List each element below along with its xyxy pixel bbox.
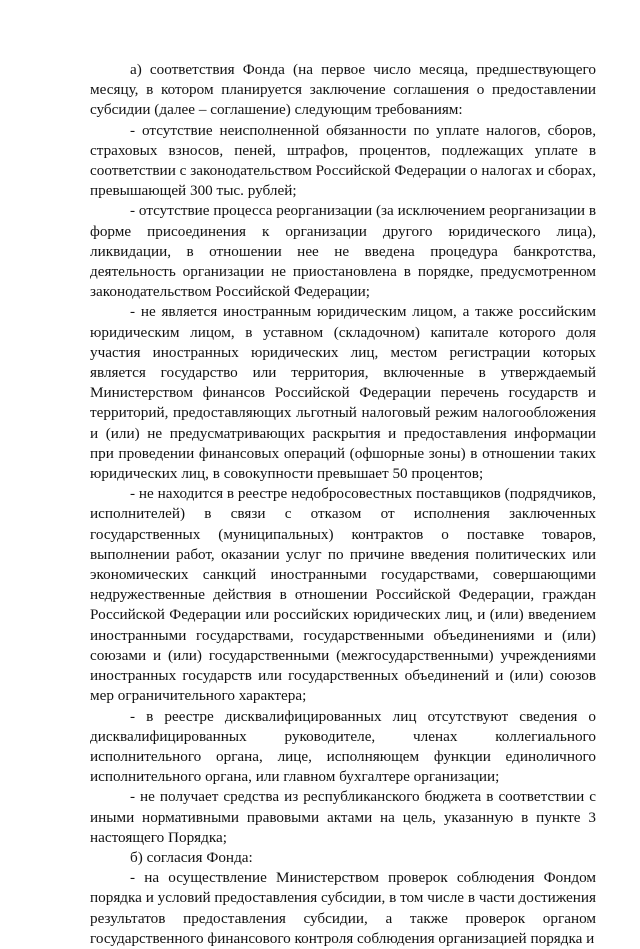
paragraph-no-tax-debt: - отсутствие неисполненной обязанности по уплате налогов, сборов, страховых взносов, пеней, штрафов, процентов, подлежащих уплате в соответствии с законодательством Российской Федерации о налогах и сборах, превышающей 300 тыс. рублей; (90, 121, 596, 200)
document-page (90, 60, 596, 949)
paragraph-no-other-budget-funds: - не получает средства из республиканского бюджета в соответствии с иными нормативными правовыми актами на цель, указанную в пункте 3 настоящего Порядка; (90, 788, 596, 846)
paragraph-consent-to-inspections: - на осуществление Министерством проверок соблюдения Фондом порядка и условий предоставления субсидии, в том числе в части достижения результатов предоставления субсидии, а также проверок органом государственного финансового контроля соблюдения организацией порядка и (90, 869, 596, 947)
paragraph-b-consent: б) согласия Фонда: (130, 848, 253, 866)
paragraph-no-reorganization: - отсутствие процесса реорганизации (за исключением реорганизации в форме присоединения к организации другого юридического лица), ликвидации, в отношении нее не введена процедура банкротства, деятельность организации не приостановлена в порядке, предусмотренном законодательством Российской Федерации; (90, 202, 596, 301)
paragraph-no-disqualified-persons: - в реестре дисквалифицированных лиц отсутствуют сведения о дисквалифицированных руководителе, членах коллегиального исполнительного органа, лице, исполняющем функции единоличного исполнительного органа, или главном бухгалтере организации; (90, 707, 596, 786)
paragraph-not-in-unfair-suppliers-registry: - не находится в реестре недобросовестных поставщиков (подрядчиков, исполнителей) в связи с отказом от исполнения заключенных государственных (муниципальных) контрактов о поставке товаров, выполнении работ, оказании услуг по причине введения политических или экономических санкций иностранными государствами, совершающими недружественные действия в отношении Российской Федерации, граждан Российской Федерации или российских юридических лиц, и (или) введением иностранными государствами, государственными объединениями и (или) союзами и (или) государственными (межгосударственными) учреждениями иностранных государств или государственных объединений и (или) союзов мер ограничительного характера; (90, 485, 596, 705)
paragraph-a-intro: а) соответствия Фонда (на первое число месяца, предшествующего месяцу, в котором планируется заключение соглашения о предоставлении субсидии (далее – соглашение) следующим требованиям: (90, 61, 596, 119)
paragraph-not-foreign-entity: - не является иностранным юридическим лицом, а также российским юридическим лицом, в уставном (складочном) капитале которого доля участия иностранных юридических лиц, местом регистрации которых является государство или территория, включенные в утверждаемый Министерством финансов Российской Федерации перечень государств и территорий, предоставляющих льготный налоговый режим налогообложения и (или) не предусматривающих раскрытия и предоставления информации при проведении финансовых операций (офшорные зоны) в отношении таких юридических лиц, в совокупности превышает 50 процентов; (90, 303, 596, 483)
